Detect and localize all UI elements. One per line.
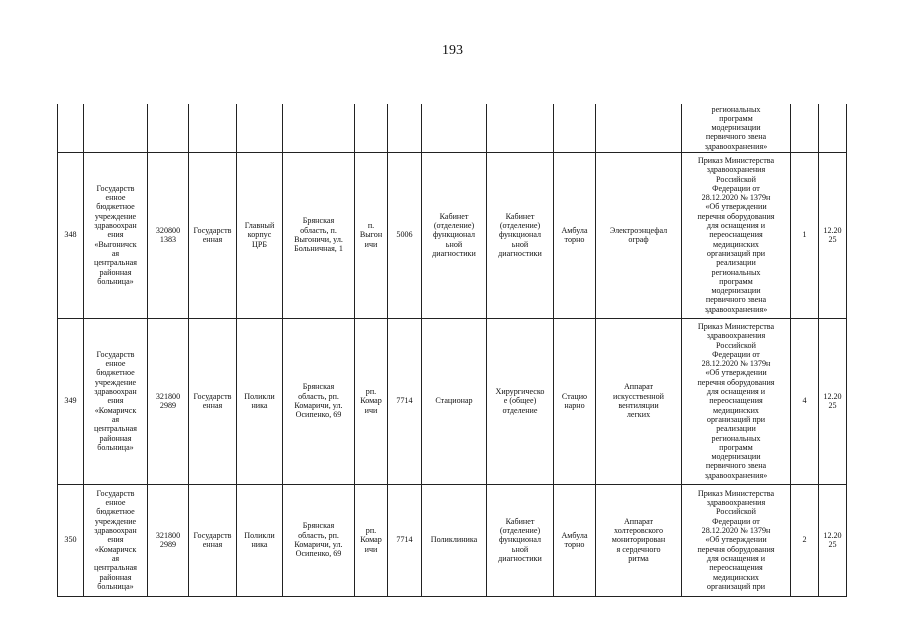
cell-equipment: Аппарат холтеровского мониторирован я сердечного ритма <box>596 484 682 596</box>
cell-okpd: 7714 <box>388 484 422 596</box>
cell-equipment: Электроэнцефал ограф <box>596 152 682 318</box>
page-number: 193 <box>442 43 463 58</box>
equipment-register-table <box>57 104 847 597</box>
cell-organization: Государств енное бюджетное учреждение здравоохран ения «Комаричск ая центральная районная больница» <box>84 318 148 484</box>
cell-okpd <box>388 104 422 152</box>
cell-care-form: Амбула торно <box>554 484 596 596</box>
cell-quantity: 4 <box>791 318 819 484</box>
cell-unit: Стационар <box>422 318 487 484</box>
cell-ownership: Государств енная <box>189 318 237 484</box>
cell-address: Брянская область, рп. Комаричи, ул. Осипенко, 69 <box>283 484 355 596</box>
cell-subunit <box>487 104 554 152</box>
table-row <box>58 152 847 318</box>
cell-quantity <box>791 104 819 152</box>
cell-organization <box>84 104 148 152</box>
cell-address: Брянская область, рп. Комаричи, ул. Осипенко, 69 <box>283 318 355 484</box>
cell-code <box>148 104 189 152</box>
cell-unit: Поликлиника <box>422 484 487 596</box>
cell-legal-basis: Приказ Министерства здравоохранения Российской Федерации от 28.12.2020 № 1379н «Об утверждении перечня оборудования для оснащения и переоснащения медицинских организаций при реализации региональных программ модернизации первичного звена здравоохранения» <box>682 318 791 484</box>
cell-organization: Государств енное бюджетное учреждение здравоохран ения «Комаричск ая центральная районная больница» <box>84 484 148 596</box>
cell-address: Брянская область, п. Выгоничи, ул. Больничная, 1 <box>283 152 355 318</box>
table-row <box>58 484 847 596</box>
cell-number: 348 <box>58 152 84 318</box>
cell-care-form <box>554 104 596 152</box>
cell-date: 12.20 25 <box>819 484 847 596</box>
cell-equipment: Аппарат искусственной вентиляции легких <box>596 318 682 484</box>
cell-building <box>237 104 283 152</box>
cell-date: 12.20 25 <box>819 318 847 484</box>
table-row <box>58 318 847 484</box>
cell-building: Поликли ника <box>237 318 283 484</box>
cell-date: 12.20 25 <box>819 152 847 318</box>
cell-okpd: 7714 <box>388 318 422 484</box>
cell-code: 321800 2989 <box>148 318 189 484</box>
cell-legal-basis: Приказ Министерства здравоохранения Российской Федерации от 28.12.2020 № 1379н «Об утверждении перечня оборудования для оснащения и переоснащения медицинских организаций при реализации региональных программ модернизации первичного звена здравоохранения» <box>682 152 791 318</box>
cell-care-form: Амбула торно <box>554 152 596 318</box>
cell-equipment <box>596 104 682 152</box>
cell-address <box>283 104 355 152</box>
cell-quantity: 2 <box>791 484 819 596</box>
cell-building: Главный корпус ЦРБ <box>237 152 283 318</box>
cell-legal-basis: Приказ Министерства здравоохранения Российской Федерации от 28.12.2020 № 1379н «Об утверждении перечня оборудования для оснащения и переоснащения медицинских организаций при <box>682 484 791 596</box>
cell-unit: Кабинет (отделение) функционал ьной диагностики <box>422 152 487 318</box>
cell-locality <box>355 104 388 152</box>
cell-subunit: Хирургическо е (общее) отделение <box>487 318 554 484</box>
cell-ownership: Государств енная <box>189 152 237 318</box>
cell-organization: Государств енное бюджетное учреждение здравоохран ения «Выгоничск ая центральная районная больница» <box>84 152 148 318</box>
cell-ownership <box>189 104 237 152</box>
cell-care-form: Стацио нарно <box>554 318 596 484</box>
table-row-continuation <box>58 104 847 152</box>
cell-date <box>819 104 847 152</box>
cell-legal-basis: региональных программ модернизации первичного звена здравоохранения» <box>682 104 791 152</box>
cell-building: Поликли ника <box>237 484 283 596</box>
cell-unit <box>422 104 487 152</box>
cell-code: 320800 1383 <box>148 152 189 318</box>
cell-ownership: Государств енная <box>189 484 237 596</box>
cell-code: 321800 2989 <box>148 484 189 596</box>
cell-number <box>58 104 84 152</box>
cell-number: 350 <box>58 484 84 596</box>
cell-locality: рп. Комар ичи <box>355 318 388 484</box>
cell-quantity: 1 <box>791 152 819 318</box>
cell-subunit: Кабинет (отделение) функционал ьной диагностики <box>487 152 554 318</box>
cell-okpd: 5006 <box>388 152 422 318</box>
cell-subunit: Кабинет (отделение) функционал ьной диагностики <box>487 484 554 596</box>
cell-locality: рп. Комар ичи <box>355 484 388 596</box>
cell-number: 349 <box>58 318 84 484</box>
cell-locality: п. Выгон ичи <box>355 152 388 318</box>
